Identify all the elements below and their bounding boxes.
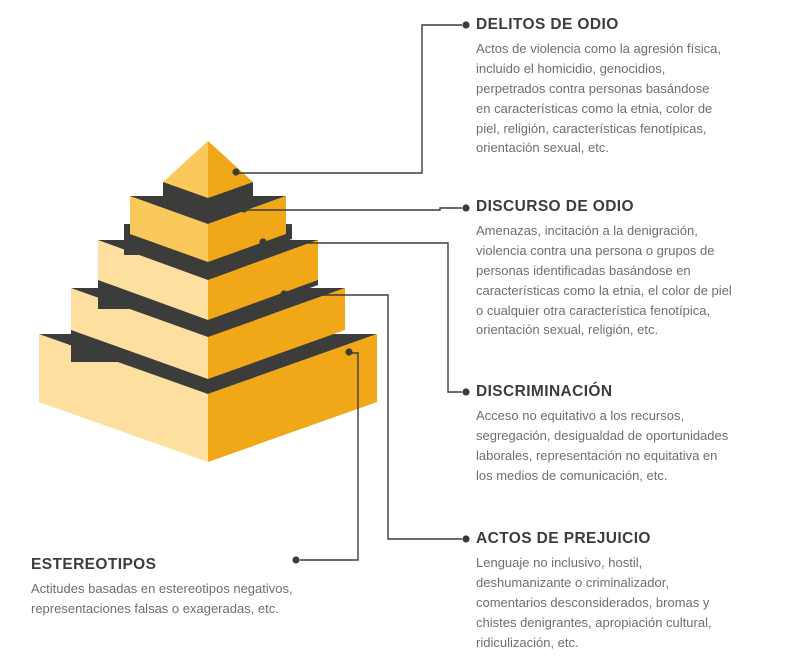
label-discrimination-body: Acceso no equitativo a los recursos, segregación, desigualdad de oportunidades laborales, representación no equitativa en los medios de comunicación, etc. <box>476 408 729 483</box>
label-discrimination <box>476 383 734 486</box>
label-hate-speech <box>476 198 738 340</box>
label-stereotypes <box>31 556 311 619</box>
label-hate-crimes <box>476 16 724 158</box>
label-discrimination-heading: DISCRIMINACIÓN <box>476 383 613 400</box>
label-hate-crimes-body: Actos de violencia como la agresión física, incluido el homicidio, genocidios, perpetrados contra personas basándose en características como la etnia, color de piel, religión, características fenotípicas, orientación sexual, etc. <box>476 41 721 156</box>
label-hate-speech-heading: DISCURSO DE ODIO <box>476 198 634 215</box>
label-hate-speech-body: Amenazas, incitación a la denigración, violencia contra una persona o grupos de personas identificadas basándose en características como la etnia, el color de piel o cualquier otra característica fenotípica, orientación sexual, religión, etc. <box>476 223 732 338</box>
label-hate-crimes-heading: DELITOS DE ODIO <box>476 16 619 33</box>
label-prejudice-body: Lenguaje no inclusivo, hostil, deshumanizante o criminalizador, comentarios desconsiderados, bromas y chistes denigrantes, apropiación cultural, ridiculización, etc. <box>476 555 712 650</box>
connector-hate-crimes <box>232 21 469 175</box>
label-prejudice-heading: ACTOS DE PREJUICIO <box>476 530 651 547</box>
label-stereotypes-heading: ESTEREOTIPOS <box>31 556 157 573</box>
label-prejudice <box>476 530 716 652</box>
label-stereotypes-body: Actitudes basadas en estereotipos negativos, representaciones falsas o exageradas, etc. <box>31 581 293 616</box>
